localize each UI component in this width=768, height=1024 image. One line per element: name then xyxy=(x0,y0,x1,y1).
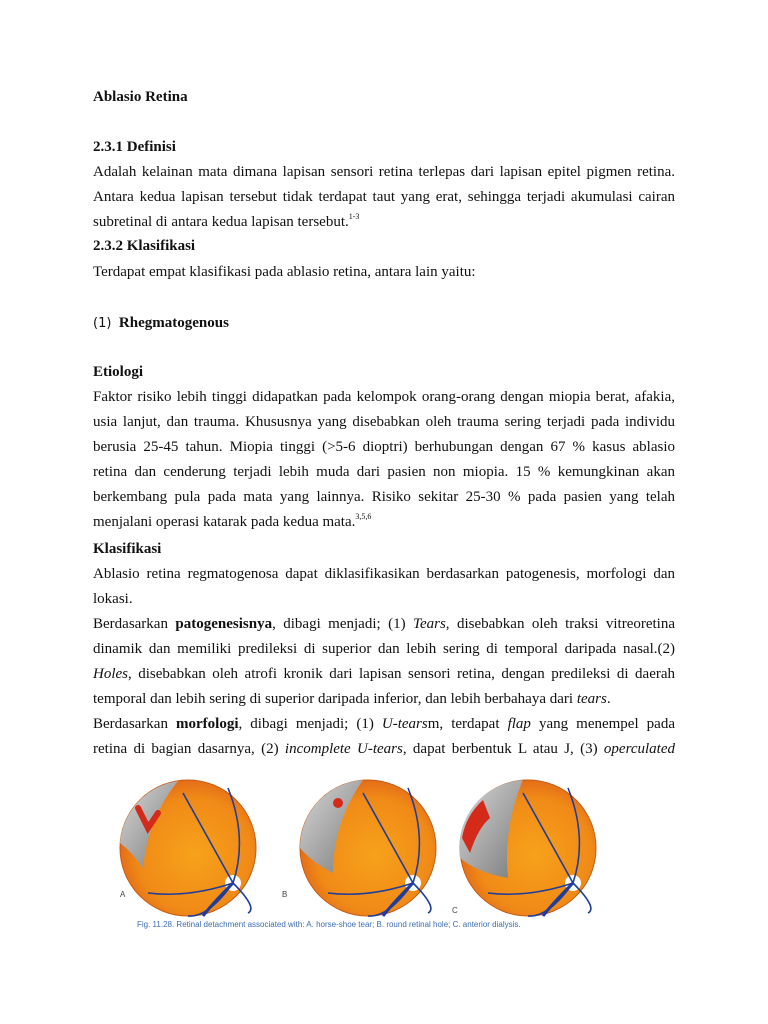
patogenesis-text: Berdasarkan patogenesisnya, dibagi menjadi; (1) Tears, disebabkan oleh traksi vitreoretina xyxy=(93,616,675,632)
round-hole xyxy=(333,798,343,808)
etiologi-heading: Etiologi xyxy=(93,364,144,380)
fundus-b xyxy=(300,780,436,916)
klasifikasi-subheading: Klasifikasi xyxy=(93,541,162,557)
panel-label-a: A xyxy=(120,890,126,899)
klasifikasi-text: lokasi. xyxy=(93,591,133,607)
retina-figure xyxy=(118,778,678,938)
morfologi-text: retina di bagian dasarnya, (2) incomplete U-tears, dapat berbentuk L atau J, (3) operculated xyxy=(93,741,676,757)
patogenesis-text: temporal dan lebih sering di superior daripada inferior, dan lebih berbahaya dari tears. xyxy=(93,691,611,707)
etiologi-text: usia lanjut, dan trauma. Khususnya yang disebabkan oleh trauma sering terjadi pada individu xyxy=(93,414,675,430)
etiologi-text: Faktor risiko lebih tinggi didapatkan pada kelompok orang-orang dengan miopia berat, afakia, xyxy=(93,389,675,405)
patogenesis-text: Holes, disebabkan oleh atrofi kronik dari lapisan sensori retina, dengan predileksi di daerah xyxy=(93,666,675,682)
etiologi-text: menjalani operasi katarak pada kedua mata.$^{3,5,6}$ xyxy=(93,512,372,530)
klasifikasi-heading: 2.3.2 Klasifikasi xyxy=(93,238,196,254)
panel-label-c: C xyxy=(452,906,458,915)
definisi-text: Adalah kelainan mata dimana lapisan sensori retina terlepas dari lapisan epitel pigmen retina. xyxy=(93,164,675,180)
patogenesis-text: dinamik dan memiliki predileksi di superior dan lebih sering di temporal daripada nasal.(2) xyxy=(93,641,675,657)
klasifikasi-intro: Terdapat empat klasifikasi pada ablasio retina, antara lain yaitu: xyxy=(93,264,476,280)
definisi-text: subretinal di antara kedua lapisan tersebut.$^{1-3}$ xyxy=(93,212,360,230)
etiologi-text: berkembang pula pada mata yang lainnya. Risiko sekitar 25-30 % pada pasien yang telah xyxy=(93,489,675,505)
fundus-a xyxy=(120,780,256,916)
figure-caption: Fig. 11.28. Retinal detachment associated with: A. horse-shoe tear; B. round retinal hole; C. anterior dialysis. xyxy=(137,920,521,929)
citation: 1-3 xyxy=(348,212,360,221)
rhegmatogenous-heading: (1) Rhegmatogenous xyxy=(93,315,229,331)
etiologi-text: berusia 25-45 tahun. Miopia tinggi (>5-6 dioptri) berhubungan dengan 67 % kasus ablasio xyxy=(93,439,675,455)
fundus-illustrations xyxy=(118,778,678,938)
klasifikasi-text: Ablasio retina regmatogenosa dapat diklasifikasikan berdasarkan patogenesis, morfologi dan xyxy=(93,566,675,582)
etiologi-text: retina dan cenderung terjadi lebih muda dari pasien non miopia. 15 % kemungkinan akan xyxy=(93,464,675,480)
document-title: Ablasio Retina xyxy=(93,89,188,105)
fundus-c xyxy=(459,780,596,916)
definisi-text: Antara kedua lapisan tersebut tidak terdapat taut yang erat, sehingga terjadi akumulasi cairan xyxy=(93,189,675,205)
definisi-heading: 2.3.1 Definisi xyxy=(93,139,176,155)
morfologi-text: Berdasarkan morfologi, dibagi menjadi; (1) U-tearsm, terdapat flap yang menempel pada xyxy=(93,716,675,732)
panel-label-b: B xyxy=(282,890,288,899)
citation: 3,5,6 xyxy=(355,512,372,521)
